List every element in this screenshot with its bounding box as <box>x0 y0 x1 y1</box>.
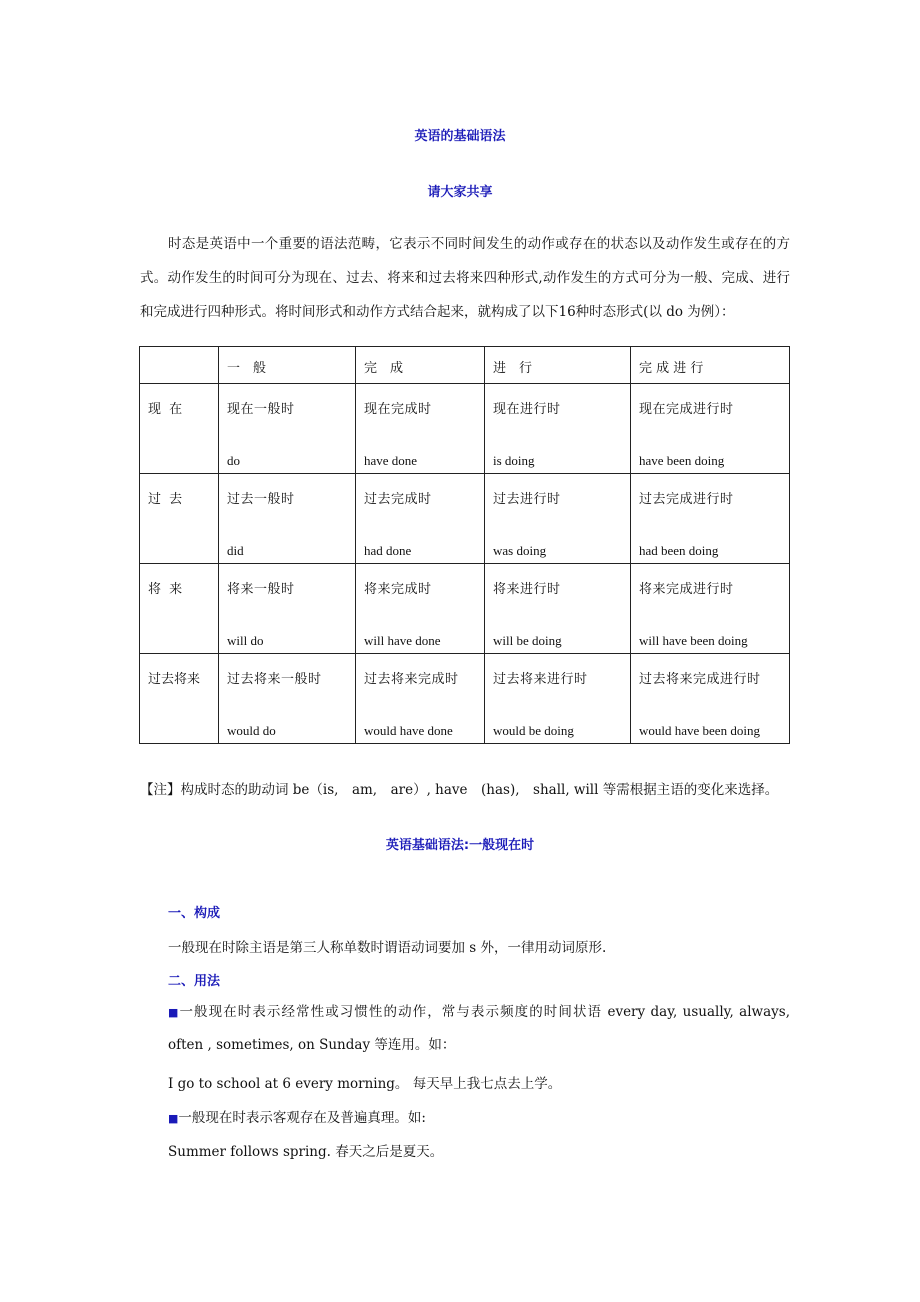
page-subtitle: 请大家共享 <box>427 185 493 200</box>
cell-en: would have done <box>364 723 453 738</box>
cell-cn: 过去完成时 <box>364 492 432 507</box>
cell-cn: 过去一般时 <box>227 492 295 507</box>
cell-cn: 过去完成进行时 <box>639 492 734 507</box>
cell-cn: 过去将来完成时 <box>364 672 459 687</box>
cell-cn: 过去将来进行时 <box>493 672 588 687</box>
example1-text: I go to school at 6 every morning。 每天早上我七点去上学。 <box>168 1076 562 1092</box>
cell-en: would have been doing <box>639 723 760 738</box>
row-label-future: 将 来 <box>148 582 185 597</box>
cell-en: had done <box>364 543 412 558</box>
usage2-text: 一般现在时表示客观存在及普遍真理。如: <box>178 1110 426 1126</box>
header-corner <box>140 347 219 384</box>
table-row <box>140 384 790 474</box>
cell-en: will have done <box>364 633 441 648</box>
usage1-paragraph <box>168 996 804 1062</box>
header-progressive: 进 行 <box>485 347 631 384</box>
cell-en: will do <box>227 633 264 648</box>
cell-cn: 将来一般时 <box>227 582 295 597</box>
part2-heading: 二、用法 <box>168 974 221 989</box>
cell-en: do <box>227 453 240 468</box>
cell-cn: 现在一般时 <box>227 402 295 417</box>
header-simple: 一 般 <box>219 347 356 384</box>
table-row <box>140 474 790 564</box>
row-label-past-future: 过去将来 <box>148 672 201 687</box>
cell-en: will be doing <box>493 633 562 648</box>
header-perfect-progressive: 完 成 进 行 <box>631 347 790 384</box>
cell-en: is doing <box>493 453 535 468</box>
bullet-icon: ■ <box>168 1112 179 1125</box>
cell-cn: 现在完成进行时 <box>639 402 734 417</box>
cell-en: did <box>227 543 244 558</box>
cell-en: have done <box>364 453 418 468</box>
part1-heading: 一、构成 <box>168 906 221 921</box>
tense-table <box>139 346 790 744</box>
cell-en: would do <box>227 723 276 738</box>
cell-en: would be doing <box>493 723 574 738</box>
usage1-text: 一般现在时表示经常性或习惯性的动作，常与表示频度的时间状语 every day, usually, always, often , sometimes, on Sunday 等连用。如： <box>168 1004 804 1053</box>
page-title: 英语的基础语法 <box>414 129 506 144</box>
row-label-past: 过 去 <box>148 492 185 507</box>
note-text: 【注】构成时态的助动词 be（is, am, are）, have (has), shall, will 等需根据主语的变化来选择。 <box>140 782 779 798</box>
intro-text: 时态是英语中一个重要的语法范畴，它表示不同时间发生的动作或存在的状态以及动作发生或存在的方式。动作发生的时间可分为现在、过去、将来和过去将来四种形式,动作发生的方式可分为一般、完成、进行和完成进行四种形式。将时间形式和动作方式结合起来，就构成了以下16种时态形式(以 do 为例）： <box>140 236 790 320</box>
bullet-icon: ■ <box>168 1006 180 1019</box>
section-title: 英语基础语法:一般现在时 <box>385 838 535 853</box>
cell-en: have been doing <box>639 453 725 468</box>
header-perfect: 完 成 <box>356 347 485 384</box>
cell-cn: 过去进行时 <box>493 492 561 507</box>
cell-cn: 将来完成进行时 <box>639 582 734 597</box>
cell-en: will have been doing <box>639 633 748 648</box>
table-row <box>140 564 790 654</box>
cell-cn: 现在进行时 <box>493 402 561 417</box>
cell-en: was doing <box>493 543 547 558</box>
example2-text: Summer follows spring. 春天之后是夏天。 <box>168 1144 444 1160</box>
cell-cn: 将来进行时 <box>493 582 561 597</box>
cell-cn: 过去将来一般时 <box>227 672 322 687</box>
cell-cn: 将来完成时 <box>364 582 432 597</box>
intro-paragraph <box>140 227 790 329</box>
cell-cn: 现在完成时 <box>364 402 432 417</box>
part1-text: 一般现在时除主语是第三人称单数时谓语动词要加 s 外，一律用动词原形. <box>168 940 607 956</box>
usage2-paragraph <box>168 1106 426 1126</box>
table-header-row <box>140 347 790 384</box>
row-label-present: 现 在 <box>148 402 185 417</box>
table-row <box>140 654 790 744</box>
cell-en: had been doing <box>639 543 719 558</box>
cell-cn: 过去将来完成进行时 <box>639 672 761 687</box>
